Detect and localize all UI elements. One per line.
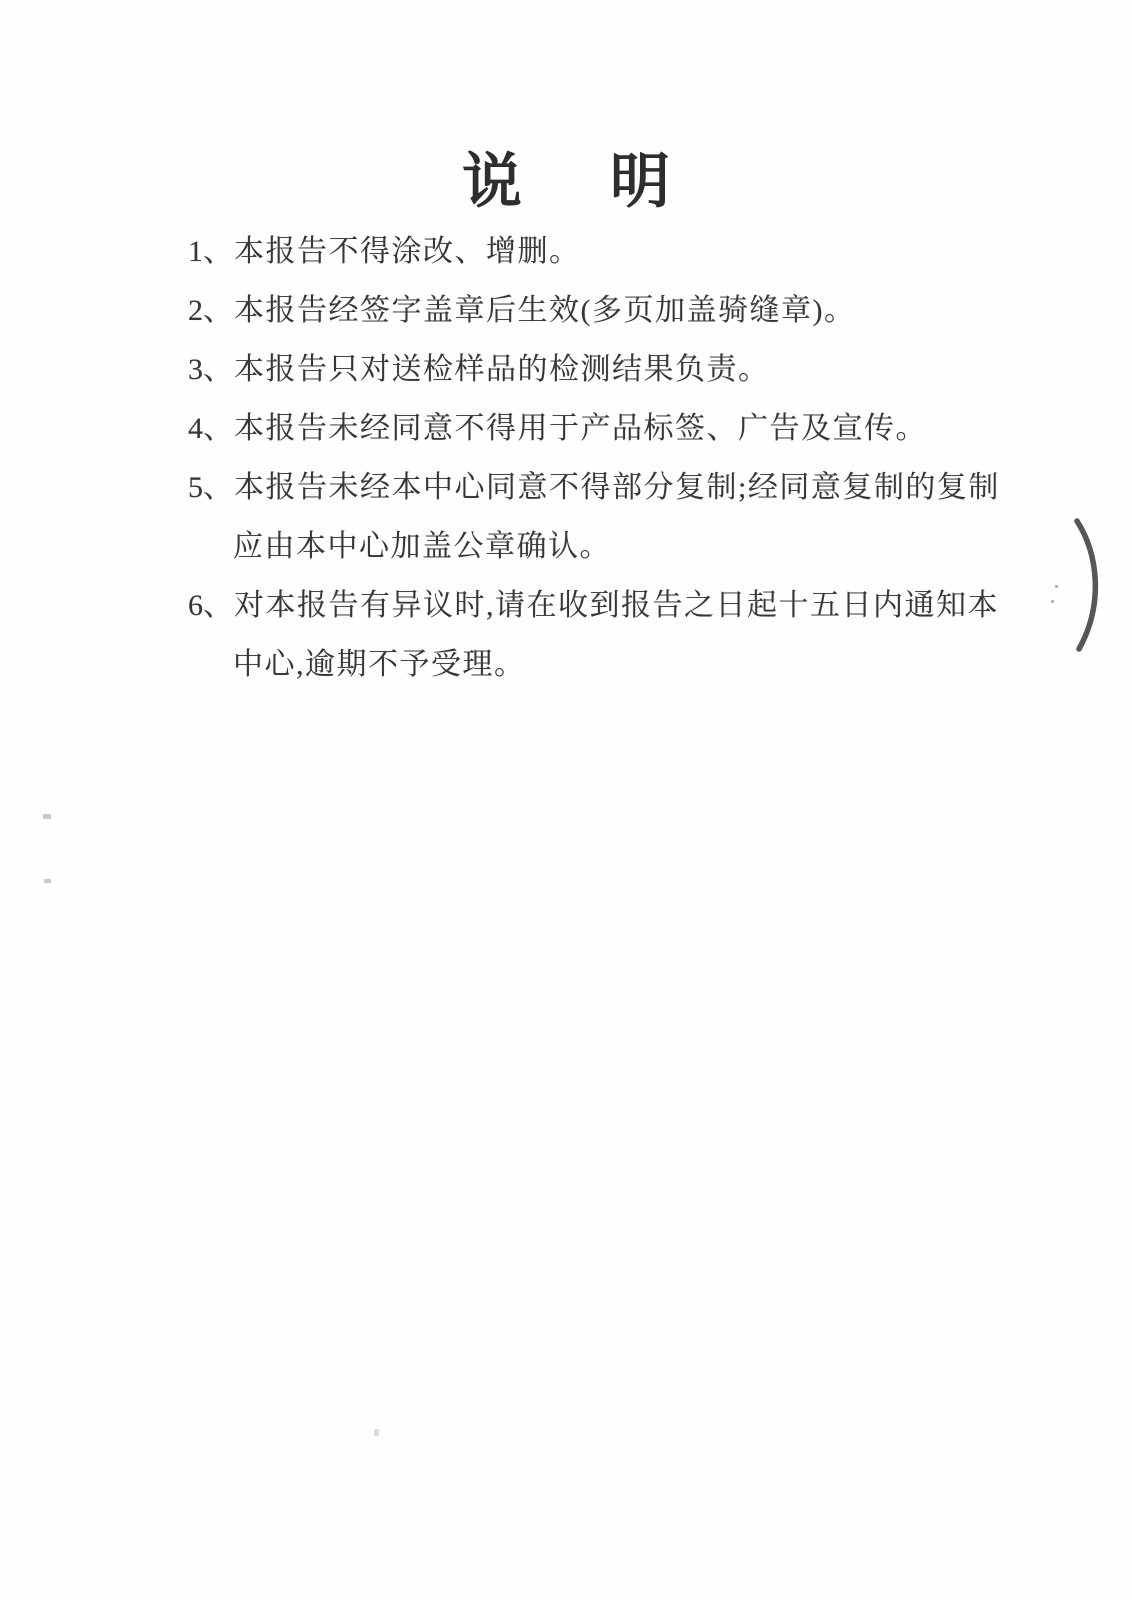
note-number: 2、 [188, 294, 233, 327]
note-number: 3、 [188, 353, 233, 386]
note-number: 6、 [188, 589, 233, 622]
note-line [0, 576, 1132, 635]
note-text: 本报告不得涂改、增删。 [234, 235, 581, 268]
scan-dot [1051, 600, 1054, 603]
note-line [0, 458, 1132, 517]
page-title-char-1: 说 [462, 149, 522, 215]
notes-list [0, 222, 1132, 694]
note-line-continuation [0, 635, 1132, 694]
note-number: 4、 [188, 412, 233, 445]
note-number: 5、 [188, 471, 233, 504]
note-item-2 [0, 281, 1132, 340]
note-item-3 [0, 340, 1132, 399]
note-item-6 [0, 576, 1132, 694]
scan-dot [1055, 585, 1058, 588]
note-item-1 [0, 222, 1132, 281]
note-text: 本报告未经同意不得用于产品标签、广告及宣传。 [234, 412, 927, 445]
note-item-5 [0, 458, 1132, 576]
note-line [0, 281, 1132, 340]
note-line [0, 340, 1132, 399]
note-text: 中心,逾期不予受理。 [233, 648, 526, 681]
note-number: 1、 [188, 235, 233, 268]
scan-speck [44, 879, 51, 883]
scan-artifact-crescent [1066, 516, 1112, 654]
note-line-continuation [0, 517, 1132, 576]
scan-speck [43, 814, 51, 819]
page-title [0, 134, 1132, 220]
note-text: 本报告经签字盖章后生效(多页加盖骑缝章)。 [234, 294, 856, 327]
crescent-mark-icon [1066, 516, 1112, 654]
note-item-4 [0, 399, 1132, 458]
note-text: 本报告未经本中心同意不得部分复制;经同意复制的复制 [234, 471, 1000, 504]
note-line [0, 222, 1132, 281]
note-line [0, 399, 1132, 458]
note-text: 对本报告有异议时,请在收到报告之日起十五日内通知本 [234, 589, 999, 622]
note-text: 应由本中心加盖公章确认。 [233, 530, 611, 563]
scan-speck [374, 1429, 379, 1436]
note-text: 本报告只对送检样品的检测结果负责。 [234, 353, 770, 386]
page-title-char-2: 明 [610, 149, 670, 215]
